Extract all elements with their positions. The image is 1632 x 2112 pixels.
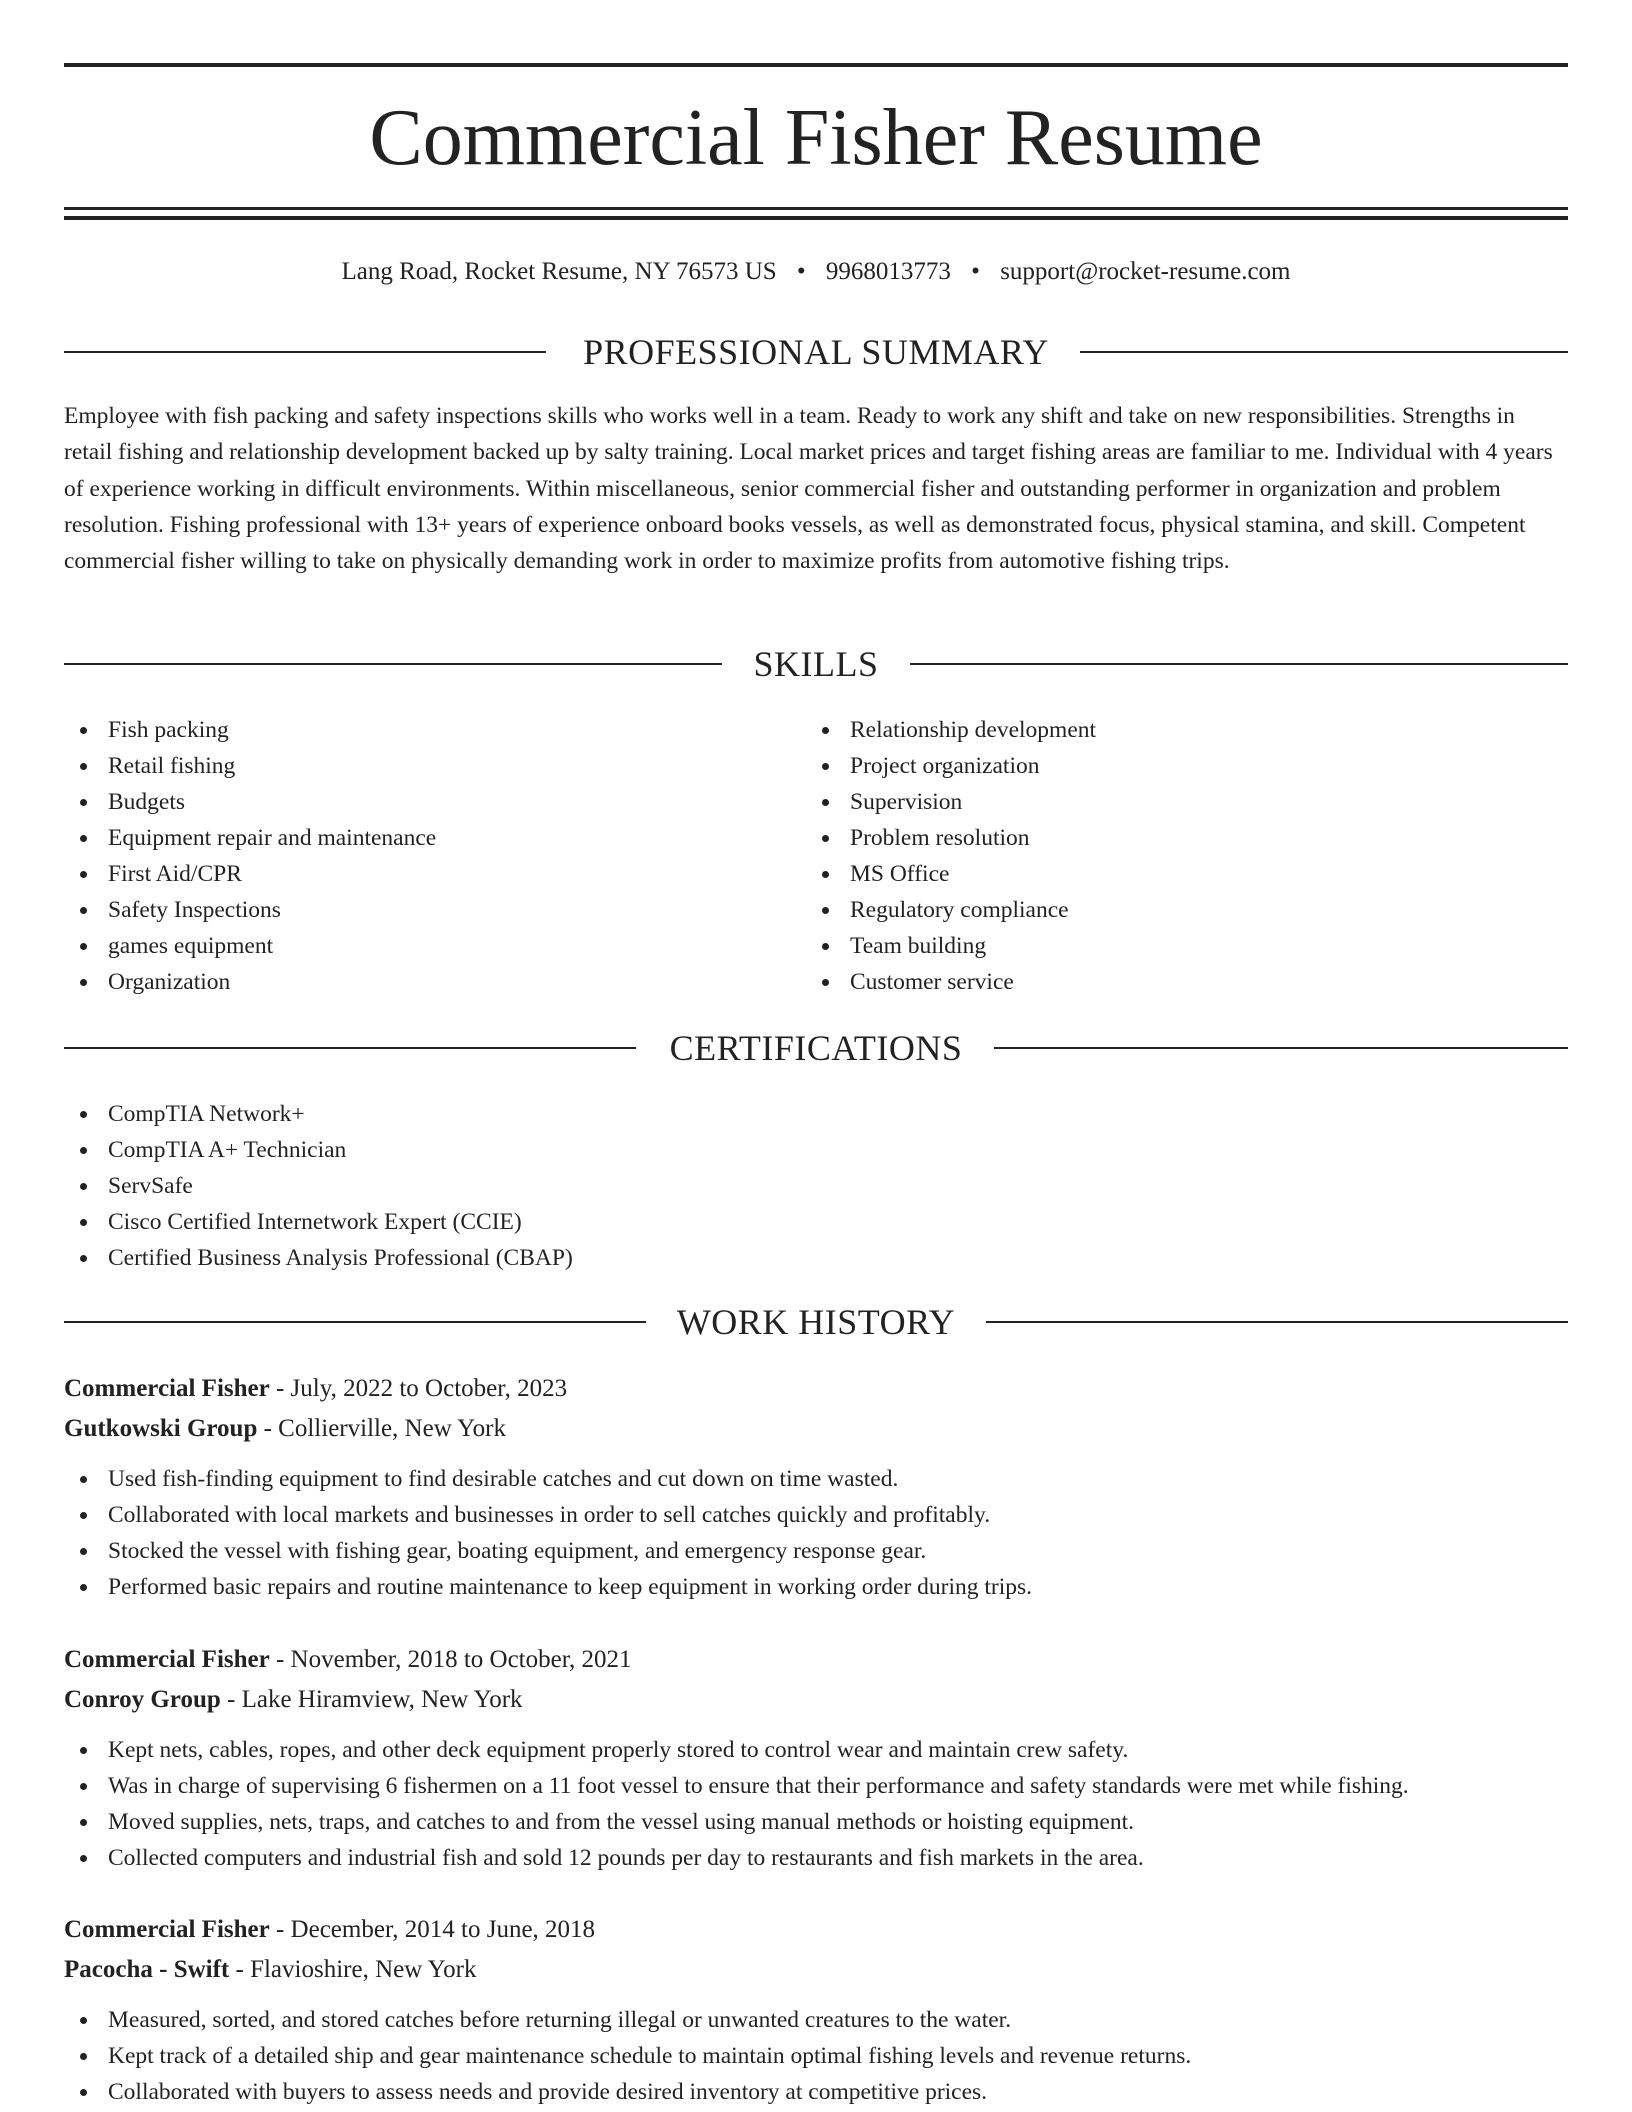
- skill-item: First Aid/CPR: [64, 856, 804, 892]
- certifications-heading: CERTIFICATIONS: [640, 1028, 993, 1068]
- skill-item: Fish packing: [64, 712, 804, 748]
- job-bullet: Was in charge of supervising 6 fishermen on a 11 foot vessel to ensure that their performance and safety standards were met while fishing.: [64, 1768, 1568, 1804]
- job-company: Gutkowski Group: [64, 1415, 258, 1442]
- contact-address: Lang Road, Rocket Resume, NY 76573 US: [341, 258, 777, 285]
- job-entry: [64, 1910, 1568, 2110]
- job-bullet: Stocked the vessel with fishing gear, boating equipment, and emergency response gear.: [64, 1533, 1568, 1569]
- skill-item: Team building: [806, 928, 1568, 964]
- job-entry: [64, 1640, 1568, 1876]
- rule-thick: [64, 216, 1568, 220]
- skill-item: games equipment: [64, 928, 804, 964]
- skills-list-right: [806, 712, 1568, 1000]
- job-title-line: [64, 1640, 1568, 1680]
- skill-item: MS Office: [806, 856, 1568, 892]
- job-company: Conroy Group: [64, 1686, 221, 1713]
- job-bullet: Performed basic repairs and routine maintenance to keep equipment in working order during trips.: [64, 1569, 1568, 1605]
- job-entry: [64, 1369, 1568, 1605]
- job-bullet: Collected computers and industrial fish and sold 12 pounds per day to restaurants and fish markets in the area.: [64, 1840, 1568, 1876]
- rule-thin: [64, 207, 1568, 210]
- summary-section-heading: [64, 330, 1568, 374]
- job-location: - Flavioshire, New York: [229, 1956, 477, 1983]
- job-title: Commercial Fisher: [64, 1646, 270, 1673]
- job-bullet: Collaborated with buyers to assess needs and provide desired inventory at competitive prices.: [64, 2074, 1568, 2110]
- skill-item: Safety Inspections: [64, 892, 804, 928]
- skill-item: Relationship development: [806, 712, 1568, 748]
- job-bullets: [64, 1732, 1568, 1876]
- contact-line: [64, 255, 1568, 289]
- job-bullet: Moved supplies, nets, traps, and catches to and from the vessel using manual methods or hoisting equipment.: [64, 1804, 1568, 1840]
- skills-section-heading: [64, 642, 1568, 686]
- job-dates: - November, 2018 to October, 2021: [269, 1646, 632, 1673]
- certifications-section-heading: [64, 1026, 1568, 1070]
- job-bullets: [64, 1461, 1568, 1605]
- certifications-list: [64, 1096, 1568, 1276]
- job-bullet: Kept track of a detailed ship and gear maintenance schedule to maintain optimal fishing levels and revenue returns.: [64, 2038, 1568, 2074]
- skill-item: Regulatory compliance: [806, 892, 1568, 928]
- certification-item: Certified Business Analysis Professional (CBAP): [64, 1240, 1568, 1276]
- work-history-heading: WORK HISTORY: [647, 1302, 985, 1342]
- title-double-rule: [64, 207, 1568, 220]
- contact-phone: 9968013773: [825, 258, 951, 285]
- job-dates: - July, 2022 to October, 2023: [269, 1375, 568, 1402]
- skill-item: Problem resolution: [806, 820, 1568, 856]
- skills-list-left: [64, 712, 804, 1000]
- job-company-line: [64, 1409, 1568, 1449]
- summary-heading: PROFESSIONAL SUMMARY: [553, 332, 1079, 372]
- job-location: - Collierville, New York: [257, 1415, 506, 1442]
- skills-heading: SKILLS: [723, 644, 908, 684]
- job-company-line: [64, 1950, 1568, 1990]
- page-title: Commercial Fisher Resume: [369, 94, 1263, 182]
- contact-email: support@rocket-resume.com: [1000, 258, 1291, 285]
- skill-item: Retail fishing: [64, 748, 804, 784]
- skill-item: Supervision: [806, 784, 1568, 820]
- contact-separator: •: [971, 258, 980, 285]
- job-company: Pacocha - Swift: [64, 1956, 230, 1983]
- job-title: Commercial Fisher: [64, 1916, 270, 1943]
- job-bullet: Used fish-finding equipment to find desirable catches and cut down on time wasted.: [64, 1461, 1568, 1497]
- summary-text: Employee with fish packing and safety inspections skills who works well in a team. Ready to work any shift and take on new responsibilities. Strengths in retail fishing and relationship development backed up by salty training. Local market prices and target fishing areas are familiar to me. Individual with 4 years of experience working in difficult environments. Within miscellaneous, senior commercial fisher and outstanding performer in organization and problem resolution. Fishing professional with 13+ years of experience onboard books vessels, as well as demonstrated focus, physical stamina, and skill. Competent commercial fisher willing to take on physically demanding work in order to maximize profits from automotive fishing trips.: [64, 403, 1553, 575]
- job-title-line: [64, 1369, 1568, 1409]
- certification-item: CompTIA A+ Technician: [64, 1132, 1568, 1168]
- job-bullet: Measured, sorted, and stored catches before returning illegal or unwanted creatures to the water.: [64, 2002, 1568, 2038]
- certification-item: CompTIA Network+: [64, 1096, 1568, 1132]
- job-company-line: [64, 1680, 1568, 1720]
- job-bullet: Kept nets, cables, ropes, and other deck equipment properly stored to control wear and maintain crew safety.: [64, 1732, 1568, 1768]
- work-history-section-heading: [64, 1300, 1568, 1344]
- skill-item: Budgets: [64, 784, 804, 820]
- skill-item: Customer service: [806, 964, 1568, 1000]
- job-bullet: Collaborated with local markets and businesses in order to sell catches quickly and profitably.: [64, 1497, 1568, 1533]
- top-rule: [64, 63, 1568, 67]
- skill-item: Equipment repair and maintenance: [64, 820, 804, 856]
- job-title: Commercial Fisher: [64, 1375, 270, 1402]
- job-dates: - December, 2014 to June, 2018: [269, 1916, 596, 1943]
- job-location: - Lake Hiramview, New York: [220, 1686, 523, 1713]
- skill-item: Organization: [64, 964, 804, 1000]
- skill-item: Project organization: [806, 748, 1568, 784]
- contact-separator: •: [796, 258, 806, 285]
- job-title-line: [64, 1910, 1568, 1950]
- job-bullets: [64, 2002, 1568, 2110]
- certification-item: Cisco Certified Internetwork Expert (CCIE): [64, 1204, 1568, 1240]
- certification-item: ServSafe: [64, 1168, 1568, 1204]
